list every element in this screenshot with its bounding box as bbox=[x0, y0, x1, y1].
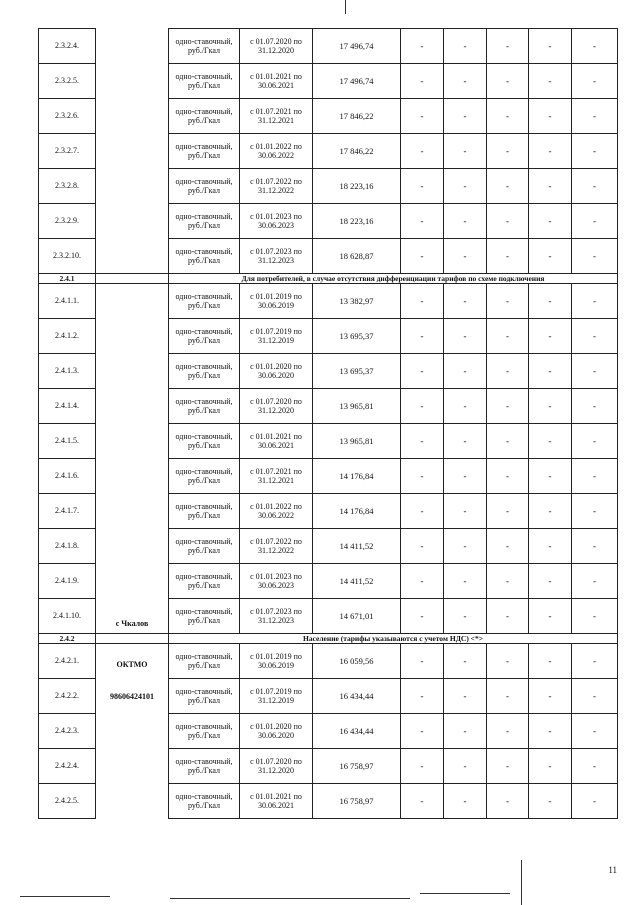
dash-cell: - bbox=[401, 599, 444, 634]
table-row bbox=[39, 29, 618, 64]
dash-cell: - bbox=[572, 29, 618, 64]
dash-cell: - bbox=[401, 99, 444, 134]
dash-cell: - bbox=[401, 319, 444, 354]
tariff-value: 13 695,37 bbox=[313, 319, 401, 354]
dash-cell: - bbox=[444, 599, 487, 634]
dash-cell: - bbox=[401, 784, 444, 819]
section-code: 2.4.2 bbox=[39, 634, 96, 644]
period: с 01.01.2021 по 30.06.2021 bbox=[240, 784, 313, 819]
dash-cell: - bbox=[401, 204, 444, 239]
row-code: 2.4.1.5. bbox=[39, 424, 96, 459]
oktmo-label: ОКТМО bbox=[116, 660, 148, 669]
period: с 01.07.2021 по 31.12.2021 bbox=[240, 99, 313, 134]
tariff-value: 16 059,56 bbox=[313, 644, 401, 679]
period: с 01.01.2021 по 30.06.2021 bbox=[240, 424, 313, 459]
empty-cell bbox=[96, 274, 169, 284]
tariff-value: 18 223,16 bbox=[313, 169, 401, 204]
dash-cell: - bbox=[572, 389, 618, 424]
tariff-type: одно-ставочный, руб./Гкал bbox=[169, 169, 240, 204]
dash-cell: - bbox=[487, 564, 529, 599]
dash-cell: - bbox=[529, 64, 572, 99]
dash-cell: - bbox=[444, 644, 487, 679]
dash-cell: - bbox=[444, 494, 487, 529]
dash-cell: - bbox=[401, 284, 444, 319]
dash-cell: - bbox=[401, 134, 444, 169]
dash-cell: - bbox=[444, 354, 487, 389]
period: с 01.01.2022 по 30.06.2022 bbox=[240, 134, 313, 169]
dash-cell: - bbox=[444, 424, 487, 459]
dash-cell: - bbox=[401, 564, 444, 599]
dash-cell: - bbox=[529, 424, 572, 459]
dash-cell: - bbox=[444, 29, 487, 64]
tariff-type: одно-ставочный, руб./Гкал bbox=[169, 29, 240, 64]
dash-cell: - bbox=[487, 284, 529, 319]
period: с 01.01.2021 по 30.06.2021 bbox=[240, 64, 313, 99]
tariff-value: 17 496,74 bbox=[313, 29, 401, 64]
dash-cell: - bbox=[572, 644, 618, 679]
tariff-type: одно-ставочный, руб./Гкал bbox=[169, 679, 240, 714]
dash-cell: - bbox=[487, 29, 529, 64]
dash-cell: - bbox=[487, 64, 529, 99]
dash-cell: - bbox=[444, 679, 487, 714]
dash-cell: - bbox=[572, 239, 618, 274]
dash-cell: - bbox=[529, 239, 572, 274]
row-code: 2.4.1.2. bbox=[39, 319, 96, 354]
section-title: Население (тарифы указываются с учетом НДС) <*> bbox=[169, 634, 618, 644]
dash-cell: - bbox=[572, 749, 618, 784]
dash-cell: - bbox=[487, 389, 529, 424]
row-code: 2.4.2.5. bbox=[39, 784, 96, 819]
row-code: 2.4.2.2. bbox=[39, 679, 96, 714]
dash-cell: - bbox=[529, 354, 572, 389]
period: с 01.01.2019 по 30.06.2019 bbox=[240, 644, 313, 679]
dash-cell: - bbox=[444, 64, 487, 99]
tariff-value: 17 846,22 bbox=[313, 134, 401, 169]
tariff-value: 17 846,22 bbox=[313, 99, 401, 134]
dash-cell: - bbox=[572, 784, 618, 819]
dash-cell: - bbox=[572, 354, 618, 389]
dash-cell: - bbox=[444, 459, 487, 494]
tariff-value: 16 758,97 bbox=[313, 749, 401, 784]
tariff-value: 13 382,97 bbox=[313, 284, 401, 319]
dash-cell: - bbox=[487, 99, 529, 134]
dash-cell: - bbox=[487, 354, 529, 389]
scan-mark bbox=[170, 898, 410, 899]
dash-cell: - bbox=[487, 319, 529, 354]
dash-cell: - bbox=[529, 494, 572, 529]
dash-cell: - bbox=[444, 564, 487, 599]
dash-cell: - bbox=[401, 389, 444, 424]
dash-cell: - bbox=[572, 494, 618, 529]
tariff-type: одно-ставочный, руб./Гкал bbox=[169, 784, 240, 819]
dash-cell: - bbox=[487, 714, 529, 749]
tariff-type: одно-ставочный, руб./Гкал bbox=[169, 714, 240, 749]
dash-cell: - bbox=[401, 494, 444, 529]
dash-cell: - bbox=[529, 714, 572, 749]
dash-cell: - bbox=[401, 424, 444, 459]
row-code: 2.3.2.8. bbox=[39, 169, 96, 204]
dash-cell: - bbox=[444, 284, 487, 319]
tariff-type: одно-ставочный, руб./Гкал bbox=[169, 644, 240, 679]
tariff-value: 13 965,81 bbox=[313, 424, 401, 459]
dash-cell: - bbox=[444, 134, 487, 169]
tariff-value: 17 496,74 bbox=[313, 64, 401, 99]
dash-cell: - bbox=[529, 679, 572, 714]
tariff-value: 16 758,97 bbox=[313, 784, 401, 819]
row-code: 2.4.1.3. bbox=[39, 354, 96, 389]
dash-cell: - bbox=[529, 599, 572, 634]
tariff-table-container bbox=[38, 28, 617, 819]
dash-cell: - bbox=[529, 644, 572, 679]
tariff-type: одно-ставочный, руб./Гкал bbox=[169, 459, 240, 494]
dash-cell: - bbox=[401, 749, 444, 784]
dash-cell: - bbox=[572, 564, 618, 599]
empty-cell bbox=[96, 634, 169, 644]
dash-cell: - bbox=[572, 99, 618, 134]
dash-cell: - bbox=[401, 679, 444, 714]
tariff-type: одно-ставочный, руб./Гкал bbox=[169, 494, 240, 529]
dash-cell: - bbox=[487, 169, 529, 204]
row-code: 2.4.1.1. bbox=[39, 284, 96, 319]
tariff-type: одно-ставочный, руб./Гкал bbox=[169, 424, 240, 459]
period: с 01.07.2020 по 31.12.2020 bbox=[240, 389, 313, 424]
dash-cell: - bbox=[487, 494, 529, 529]
dash-cell: - bbox=[401, 354, 444, 389]
period: с 01.07.2020 по 31.12.2020 bbox=[240, 749, 313, 784]
dash-cell: - bbox=[444, 529, 487, 564]
tariff-value: 13 695,37 bbox=[313, 354, 401, 389]
dash-cell: - bbox=[487, 529, 529, 564]
table-row bbox=[39, 284, 618, 319]
row-code: 2.3.2.9. bbox=[39, 204, 96, 239]
dash-cell: - bbox=[487, 644, 529, 679]
row-code: 2.3.2.7. bbox=[39, 134, 96, 169]
locality-cell bbox=[96, 29, 169, 274]
tariff-type: одно-ставочный, руб./Гкал bbox=[169, 749, 240, 784]
period: с 01.01.2023 по 30.06.2023 bbox=[240, 564, 313, 599]
period: с 01.07.2023 по 31.12.2023 bbox=[240, 239, 313, 274]
section-row bbox=[39, 274, 618, 284]
dash-cell: - bbox=[401, 644, 444, 679]
dash-cell: - bbox=[444, 204, 487, 239]
row-code: 2.4.2.3. bbox=[39, 714, 96, 749]
dash-cell: - bbox=[529, 29, 572, 64]
oktmo-cell bbox=[96, 644, 169, 819]
dash-cell: - bbox=[487, 679, 529, 714]
locality-name: с Чкалов bbox=[115, 619, 149, 628]
period: с 01.07.2022 по 31.12.2022 bbox=[240, 169, 313, 204]
dash-cell: - bbox=[444, 169, 487, 204]
tariff-type: одно-ставочный, руб./Гкал bbox=[169, 354, 240, 389]
dash-cell: - bbox=[529, 529, 572, 564]
tariff-value: 14 176,84 bbox=[313, 494, 401, 529]
tariff-type: одно-ставочный, руб./Гкал bbox=[169, 529, 240, 564]
dash-cell: - bbox=[529, 169, 572, 204]
row-code: 2.4.1.6. bbox=[39, 459, 96, 494]
period: с 01.01.2020 по 30.06.2020 bbox=[240, 714, 313, 749]
scan-mark bbox=[521, 860, 522, 905]
dash-cell: - bbox=[529, 784, 572, 819]
dash-cell: - bbox=[401, 239, 444, 274]
tariff-type: одно-ставочный, руб./Гкал bbox=[169, 599, 240, 634]
dash-cell: - bbox=[487, 204, 529, 239]
row-code: 2.4.2.4. bbox=[39, 749, 96, 784]
dash-cell: - bbox=[529, 99, 572, 134]
period: с 01.01.2020 по 30.06.2020 bbox=[240, 354, 313, 389]
dash-cell: - bbox=[401, 64, 444, 99]
tariff-value: 18 628,87 bbox=[313, 239, 401, 274]
dash-cell: - bbox=[487, 424, 529, 459]
scan-mark bbox=[345, 0, 346, 14]
dash-cell: - bbox=[401, 714, 444, 749]
dash-cell: - bbox=[572, 679, 618, 714]
dash-cell: - bbox=[572, 424, 618, 459]
row-code: 2.4.1.8. bbox=[39, 529, 96, 564]
dash-cell: - bbox=[572, 459, 618, 494]
period: с 01.07.2019 по 31.12.2019 bbox=[240, 679, 313, 714]
dash-cell: - bbox=[444, 319, 487, 354]
period: с 01.07.2019 по 31.12.2019 bbox=[240, 319, 313, 354]
dash-cell: - bbox=[401, 169, 444, 204]
tariff-type: одно-ставочный, руб./Гкал bbox=[169, 64, 240, 99]
period: с 01.07.2023 по 31.12.2023 bbox=[240, 599, 313, 634]
dash-cell: - bbox=[529, 134, 572, 169]
section-row bbox=[39, 634, 618, 644]
dash-cell: - bbox=[572, 169, 618, 204]
row-code: 2.3.2.10. bbox=[39, 239, 96, 274]
dash-cell: - bbox=[401, 29, 444, 64]
row-code: 2.3.2.6. bbox=[39, 99, 96, 134]
row-code: 2.3.2.5. bbox=[39, 64, 96, 99]
tariff-value: 14 671,01 bbox=[313, 599, 401, 634]
tariff-type: одно-ставочный, руб./Гкал bbox=[169, 134, 240, 169]
tariff-value: 14 411,52 bbox=[313, 564, 401, 599]
tariff-table-body bbox=[39, 29, 618, 819]
section-code: 2.4.1 bbox=[39, 274, 96, 284]
dash-cell: - bbox=[487, 784, 529, 819]
dash-cell: - bbox=[444, 784, 487, 819]
dash-cell: - bbox=[444, 714, 487, 749]
scan-mark bbox=[20, 896, 110, 897]
dash-cell: - bbox=[487, 239, 529, 274]
dash-cell: - bbox=[529, 564, 572, 599]
oktmo-value: 98606424101 bbox=[110, 692, 154, 701]
tariff-table bbox=[38, 28, 618, 819]
locality-cell bbox=[96, 284, 169, 634]
dash-cell: - bbox=[529, 749, 572, 784]
dash-cell: - bbox=[487, 134, 529, 169]
period: с 01.07.2020 по 31.12.2020 bbox=[240, 29, 313, 64]
tariff-type: одно-ставочный, руб./Гкал bbox=[169, 564, 240, 599]
scan-mark bbox=[420, 893, 510, 894]
row-code: 2.4.1.9. bbox=[39, 564, 96, 599]
period: с 01.01.2022 по 30.06.2022 bbox=[240, 494, 313, 529]
tariff-type: одно-ставочный, руб./Гкал bbox=[169, 99, 240, 134]
dash-cell: - bbox=[401, 529, 444, 564]
dash-cell: - bbox=[487, 749, 529, 784]
dash-cell: - bbox=[529, 204, 572, 239]
period: с 01.01.2019 по 30.06.2019 bbox=[240, 284, 313, 319]
row-code: 2.4.2.1. bbox=[39, 644, 96, 679]
dash-cell: - bbox=[572, 204, 618, 239]
tariff-type: одно-ставочный, руб./Гкал bbox=[169, 239, 240, 274]
period: с 01.01.2023 по 30.06.2023 bbox=[240, 204, 313, 239]
tariff-type: одно-ставочный, руб./Гкал bbox=[169, 389, 240, 424]
dash-cell: - bbox=[444, 389, 487, 424]
dash-cell: - bbox=[444, 749, 487, 784]
dash-cell: - bbox=[401, 459, 444, 494]
row-code: 2.4.1.4. bbox=[39, 389, 96, 424]
dash-cell: - bbox=[444, 99, 487, 134]
dash-cell: - bbox=[572, 319, 618, 354]
dash-cell: - bbox=[487, 459, 529, 494]
table-row bbox=[39, 644, 618, 679]
dash-cell: - bbox=[572, 714, 618, 749]
dash-cell: - bbox=[487, 599, 529, 634]
dash-cell: - bbox=[529, 389, 572, 424]
dash-cell: - bbox=[529, 284, 572, 319]
row-code: 2.4.1.7. bbox=[39, 494, 96, 529]
tariff-value: 14 176,84 bbox=[313, 459, 401, 494]
dash-cell: - bbox=[572, 284, 618, 319]
period: с 01.07.2022 по 31.12.2022 bbox=[240, 529, 313, 564]
dash-cell: - bbox=[529, 459, 572, 494]
tariff-value: 16 434,44 bbox=[313, 679, 401, 714]
row-code: 2.3.2.4. bbox=[39, 29, 96, 64]
page-number: 11 bbox=[608, 865, 617, 875]
dash-cell: - bbox=[572, 134, 618, 169]
tariff-type: одно-ставочный, руб./Гкал bbox=[169, 319, 240, 354]
tariff-value: 18 223,16 bbox=[313, 204, 401, 239]
dash-cell: - bbox=[529, 319, 572, 354]
dash-cell: - bbox=[572, 529, 618, 564]
dash-cell: - bbox=[572, 64, 618, 99]
tariff-type: одно-ставочный, руб./Гкал bbox=[169, 284, 240, 319]
row-code: 2.4.1.10. bbox=[39, 599, 96, 634]
tariff-type: одно-ставочный, руб./Гкал bbox=[169, 204, 240, 239]
tariff-value: 14 411,52 bbox=[313, 529, 401, 564]
tariff-value: 13 965,81 bbox=[313, 389, 401, 424]
tariff-value: 16 434,44 bbox=[313, 714, 401, 749]
section-title: Для потребителей, в случае отсутствия дифференциации тарифов по схеме подключения bbox=[169, 274, 618, 284]
dash-cell: - bbox=[572, 599, 618, 634]
dash-cell: - bbox=[444, 239, 487, 274]
period: с 01.07.2021 по 31.12.2021 bbox=[240, 459, 313, 494]
